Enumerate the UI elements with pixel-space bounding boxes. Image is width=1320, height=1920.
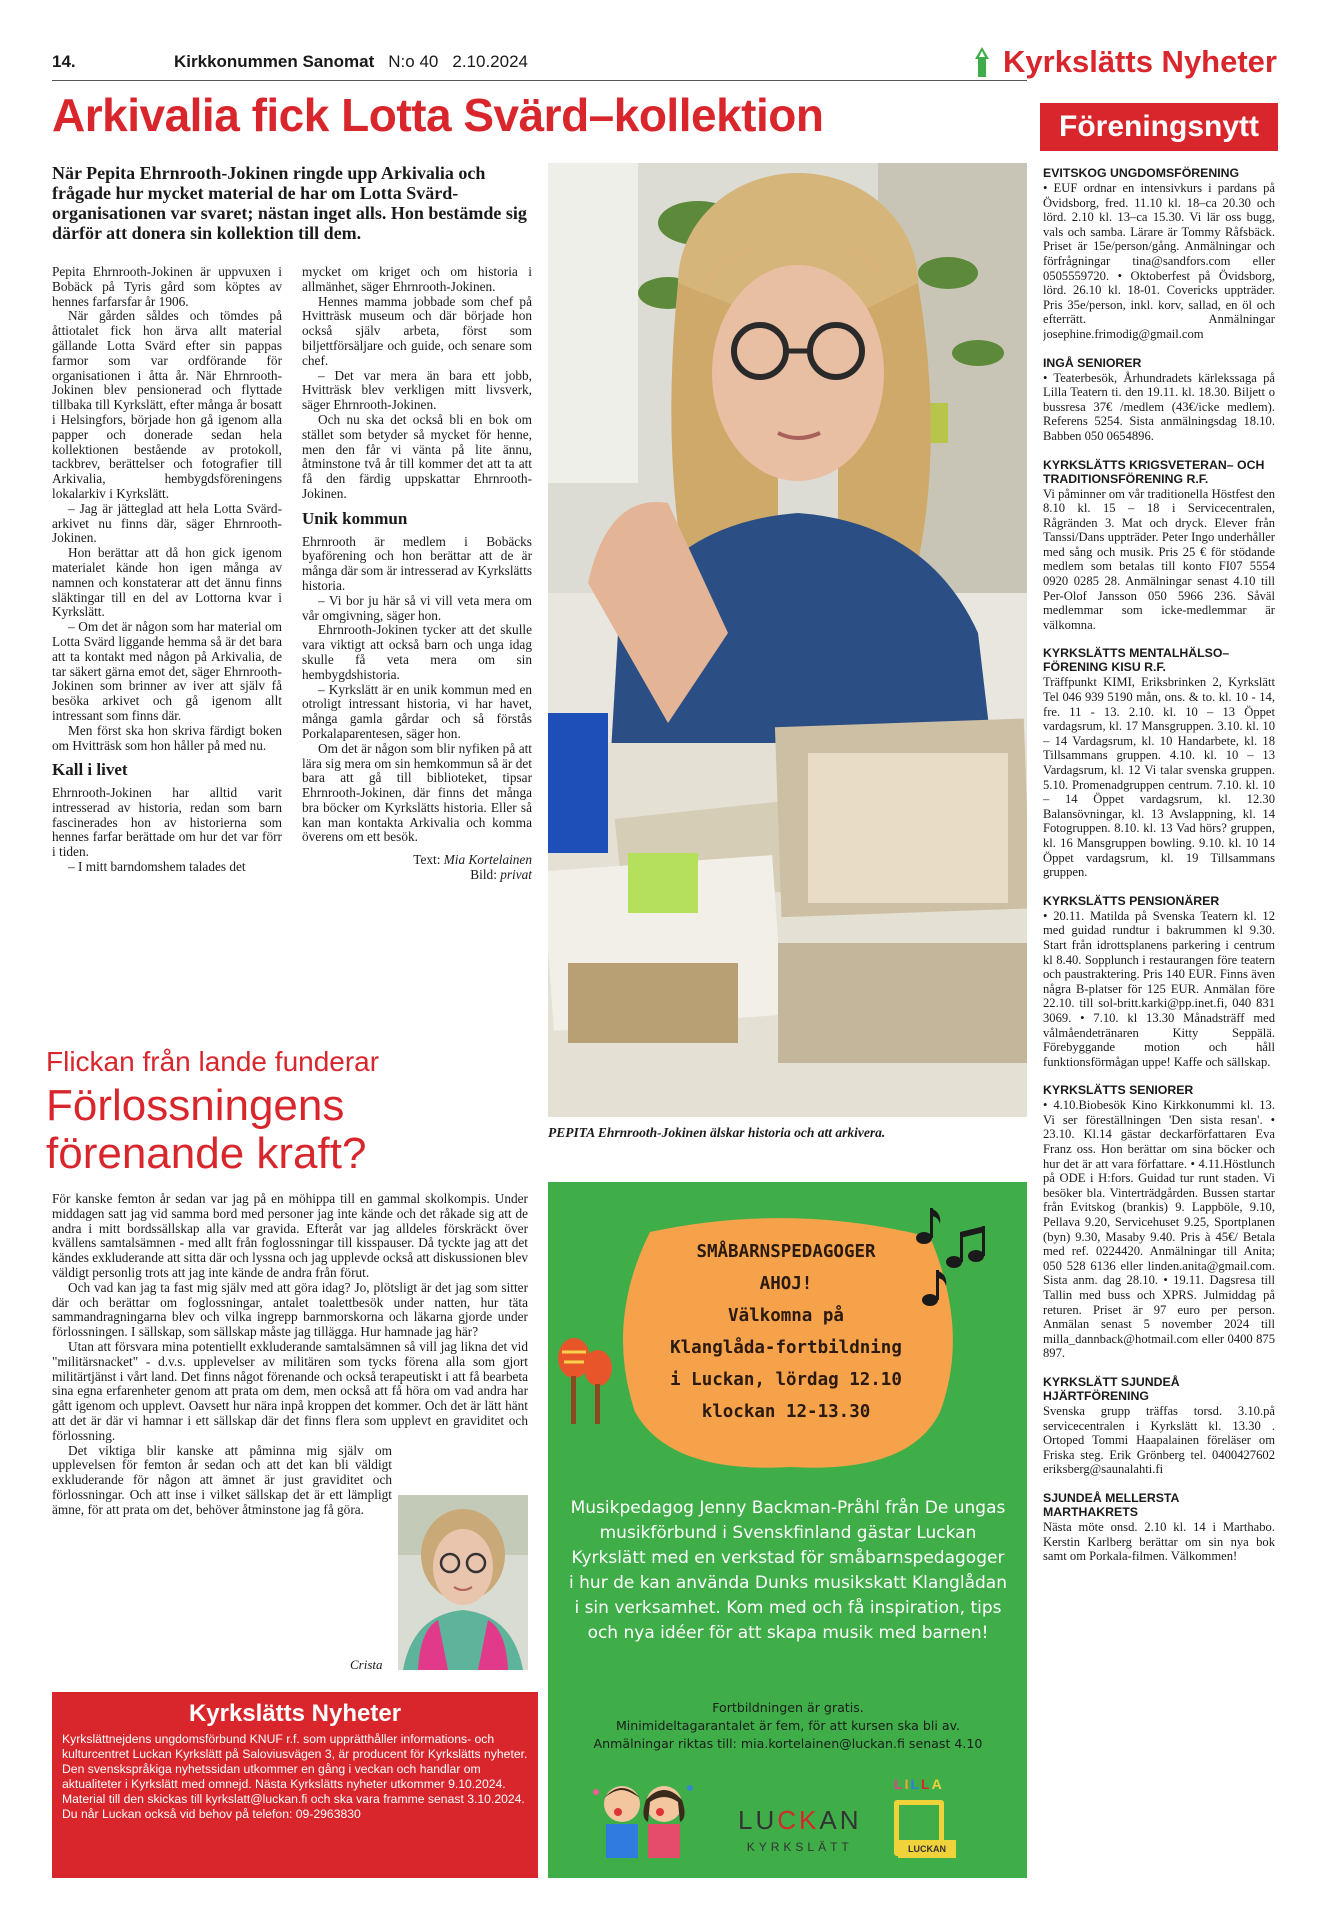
luckan-sub: KYRKSLÄTT [746, 1840, 853, 1854]
item-text: • Teaterbesök, Århundradets kärlekssaga på Lilla Teatern ti. den 19.11. kl. 18.30. Biljett o bussresa 37€ /medlem (43€/icke medlem). Referens 5254. Sista anmälningsdag 18.10. Babben 050 0654896. [1043, 370, 1275, 443]
credit-text: Mia Kortelainen [443, 852, 532, 868]
logo-part: LU [738, 1805, 778, 1835]
issue-number: N:o 40 [388, 52, 439, 71]
church-icon [969, 47, 995, 77]
foreningsnytt-item [1043, 1083, 1275, 1361]
article-paragraph: – Vi bor ju här så vi vill veta mera om vår omgivning, säger hon. [302, 592, 532, 623]
column-title: Förlossningens förenande kraft? [46, 1081, 367, 1178]
lilla-luckan-logo [888, 1770, 968, 1862]
credit-photo: privat [500, 867, 532, 883]
author-portrait [398, 1495, 528, 1670]
header-rule [52, 80, 1027, 81]
knuf-title: Kyrkslätts Nyheter [188, 1700, 402, 1727]
ad-logos [548, 1760, 1027, 1870]
ad-headline-line: SMÅBARNSPEDAGOGER [696, 1242, 876, 1262]
logo-part-accent: CK [777, 1805, 820, 1835]
paper-name: Kirkkonummen Sanomat [174, 52, 375, 71]
article-paragraph: Hennes mamma jobbade som chef på Hvitträsk museum och där började hon också själv arbeta, först som biljettförsäljare och guide, och senare som chef. [302, 293, 532, 368]
article-column-1 [52, 265, 282, 1025]
ad-note [568, 1699, 1008, 1753]
article-paragraph: Men först ska hon skriva färdigt boken om Hvitträsk som hon håller på med nu. [52, 722, 282, 753]
article-paragraph: Hon berättar att då hon gick igenom materialet kände hon igen många av namnen och konstaterar att det ännu finns släktingar till en del av Lottorna kvar i Kyrkslätt. [52, 545, 282, 620]
brand [969, 44, 1277, 80]
ad-headline-line: Välkomna på [728, 1306, 844, 1326]
article-paragraph: Och nu ska det också bli en bok om stället som betyder så mycket för henne, men den får vi vänta på lite ännu, åtminstone två år till kommer det att ta att få den färdig uppskattar Ehrnrooth-Jokinen. [302, 411, 532, 501]
photo-woman-at-table [548, 163, 1027, 1117]
lilla-luckan-label: LUCKAN [898, 1840, 956, 1858]
item-heading: KYRKSLÄTTS PENSIONÄRER [1043, 893, 1220, 908]
logo-letter: L [894, 1776, 905, 1792]
column-paragraph: Och vad kan jag ta fast mig själv med att göra idag? Jo, plötsligt är det jag som sitter där och berättar om foglossningar, antalet toalettbesök under natten, hur täta sammandragningarna blev och vilka ingrepp barnmorskorna och läkarna gjorde under förlossningen. I sällskap, som sällskap måste jag tillägga. Hur hamnade jag här? [52, 1279, 528, 1340]
item-heading: KYRKSLÄTTS KRIGSVETERAN– OCH TRADITIONSFÖRENING R.F. [1043, 457, 1265, 486]
article-paragraph: – Jag är jätteglad att hela Lotta Svärd-arkivet nu finns där, säger Ehrnrooth-Jokinen. [52, 500, 282, 546]
page-number: 14. [52, 52, 76, 71]
article-headline: Arkivalia fick Lotta Svärd–kollektion [52, 89, 824, 141]
foreningsnytt-item [1043, 166, 1275, 342]
ad-headline [626, 1236, 946, 1428]
article-paragraph: – Kyrkslätt är en unik kommun med en otroligt intressant historia, vi har havet, många gamla gårdar och så förstås Porkalaparentesen, säger hon. [302, 681, 532, 741]
article-paragraph: När gården såldes och tömdes på åttiotalet fick hon ärva allt material gällande Lotta Svärd efter sin pappas farmor som var ordförande för organisationen i åtta år. När Ehrnrooth-Jokinen blev pensionerad och flyttade tillbaka till Kyrkslätt, efter många år bosatt i Helsingfors, började hon gå igenom alla papper och donerade sedan hela kollektionen bestående av protokoll, tackbrev, berättelser och fotografier till Arkivalia, hembygdsföreningens lokalarkiv i Kyrkslätt. [52, 308, 282, 501]
item-heading: INGÅ SENIORER [1043, 355, 1142, 370]
credit-photo-label: Bild: [470, 867, 497, 883]
item-text: Nästa möte onsd. 2.10 kl. 14 i Marthabo. Kerstin Karlberg berättar om sin nya bok samt om Porkala-filmen. Välkommen! [1043, 1519, 1275, 1564]
knuf-info-box [52, 1692, 538, 1878]
article-photo [548, 163, 1027, 1117]
article-ingress: När Pepita Ehrnrooth-Jokinen ringde upp Arkivalia och frågade hur mycket material de har om Lotta Svärd-organisationen var svaret; nästan inget alls. Hon bestämde sig därför att donera sin kollektion till dem. [52, 163, 527, 243]
article-paragraph: mycket om kriget och om historia i allmänhet, säger Ehrnrooth-Jokinen. [302, 265, 532, 294]
ad-note-line: Anmälningar riktas till: mia.kortelainen@luckan.fi senast 4.10 [593, 1736, 983, 1751]
logo-part: AN [819, 1805, 862, 1835]
item-text: • 4.10.Biobesök Kino Kirkkonummi kl. 13. Vi ser föreställningen 'Den sista resan'. • 23.10. Kl.14 gästar deckarförfattaren Eva Franz oss. Hon berättar om sina böcker och hur det är att vara författare. • 4.11.Höstlunch på ODE i H:fors. Guidad tur runt staden. Vi besöker bla. Vinterträdgården. Bussen startar från Evitskog (brankis) 9. Lappböle, 9.10, Pellava 9.20, Servicehuset 9.25, Sportplanen (byn) 9.30, Masaby 9.40. Pris à 45€/ Betala med ref. 0224420. Anmälningar till Anita; 050 528 6136 eller linden.anita@gmail.com. Sista anm. dag 28.10. • 19.11. Dagsresa till Tallin med buss och XPRS. Julmiddag på returen. Priset är 97 euro per person. Anmälan senast 5 november 2024 till milla_dannback@hotmail.com eller 0400 875 897. [1043, 1098, 1275, 1361]
item-heading: EVITSKOG UNGDOMSFÖRENING [1043, 166, 1240, 180]
article-paragraph: – Om det är någon som har material om Lotta Svärd liggande hemma så är det bara att ta kontakt med någon på Arkivalia, de tar säkert gärna emot det, säger Ehrnrooth-Jokinen som brinner av iver att själv få besöka arkivet och gå igenom allt intressant som finns där. [52, 619, 282, 723]
foreningsnytt-item [1043, 356, 1275, 444]
article-column-2 [302, 265, 532, 1025]
item-text: • EUF ordnar en intensivkurs i pardans på Övidsborg, fred. 11.10 kl. 18–ca 20.30 och lörd. 2.10 kl. 13–ca 15.30. Vi lär oss bugg, vals och samba. Lärare är Tommy Råfsbäck. Priset är 15e/person/gång. Anmälningar och förfrågningar tina@sandfors.com eller 0505559720. • Oktoberfest på Övidsborg, lörd. 26.10 kl. 18-01. Covericks uppträder. Pris 35e/person, inkl. korv, sallad, en öl och efterrätt. Anmälningar josephine.frimodig@gmail.com [1043, 181, 1275, 341]
logo-letter: I [904, 1776, 911, 1792]
article-paragraph: Ehrnrooth-Jokinen har alltid varit intresserad av historia, redan som barn fascinerades hon av historierna som hennes farfar berättade om hur det var förr i tiden. [52, 785, 282, 860]
brand-name: Kyrkslätts Nyheter [1003, 44, 1277, 79]
foreningsnytt-list [1043, 166, 1275, 1880]
article-credits [302, 853, 532, 883]
issue-date: 2.10.2024 [452, 52, 528, 71]
photo-caption: PEPITA Ehrnrooth-Jokinen älskar historia och att arkivera. [548, 1125, 886, 1140]
item-heading: KYRKSLÄTT SJUNDEÅ HJÄRTFÖRENING [1043, 1374, 1180, 1403]
singing-children-icon [588, 1778, 698, 1860]
column-body [52, 1192, 528, 1518]
column-paragraph: Det viktiga blir kanske att påminna mig själv om upplevelsen för femton år sedan och att det kan bli väldigt exkluderande för någon att ämnet är just graviditet och förlossningar. Och att inse i vilket sällskap det är ett lämpligt ämne, för att prata om det, behöver åtminstone jag få göra. [52, 1442, 392, 1517]
ad-headline-line: klockan 12-13.30 [701, 1402, 871, 1422]
masthead [52, 44, 1277, 82]
item-text: Svenska grupp träffas torsd. 3.10.på servicecentralen i Kyrkslätt kl. 13.30 . Ortoped Tommi Haapalainen föreläser om Friska steg. Erik Grönberg tel. 0400427602 eriksberg@saunalahti.fi [1043, 1403, 1275, 1477]
column-kicker: Flickan från lande funderar [46, 1046, 380, 1077]
foreningsnytt-item [1043, 894, 1275, 1070]
item-heading: SJUNDEÅ MELLERSTA MARTHAKRETS [1043, 1490, 1179, 1519]
logo-letter: L [921, 1776, 932, 1792]
article-paragraph: Ehrnrooth är medlem i Bobäcks byaförening och hon berättar att de är många där som är intresserad av Kyrkslätts historia. [302, 533, 532, 593]
logo-letter: L [910, 1776, 922, 1792]
ad-note-line: Fortbildningen är gratis. [712, 1700, 864, 1715]
foreningsnytt-header: Föreningsnytt [1040, 103, 1278, 151]
logo-letter: A [931, 1776, 944, 1792]
ad-body-text: Musikpedagog Jenny Backman-Pråhl från De ungas musikförbund i Svenskfinland gästar Luckan Kyrkslätt med en verkstad för småbarnspedagoger i hur de kan använda Dunks musikskatt Klanglådan i sin verksamhet. Kom med och få inspiration, tips och nya idéer för att skapa musik med barnen! [569, 1498, 1007, 1643]
knuf-text: Kyrkslättnejdens ungdomsförbund KNUF r.f. som upprätthåller informations- och kulturcentret Luckan Kyrkslätt på Saloviusvägen 3, är producent för Kyrkslätts nyheter. Den svenskspråkiga nyhetssidan utkommer en gång i veckan och handlar om aktualiteter i Kyrkslätt med omnejd. Nästa Kyrkslätts nyheter utkommer 9.10.2024. Material till den skickas till kyrkslatt@luckan.fi och ska vara framme senast 3.10.2024. Du når Luckan också vid behov på telefon: 09-2963830 [62, 1732, 528, 1821]
credit-text-label: Text: [413, 852, 441, 868]
column-header [46, 1046, 536, 1178]
foreningsnytt-item [1043, 1375, 1275, 1477]
article-paragraph: – I mitt barndomshem talades det [68, 859, 246, 875]
item-text: • 20.11. Matilda på Svenska Teatern kl. 12 med guidad rundtur i bakrummen kl 9.30. Start från idrottsplanens parkering i centrum kl 8.40. Sopplunch i restaurangen före teatern och paustraktering. Pris 140 EUR. Finns även några B-platser för 125 EUR. Anmälan före 22.10. till sol-britt.karki@pp.inet.fi, 040 831 3069. • 7.10. kl 13.30 Månadsträff med vålmåendetränaren Kitty Seppälä. Förebyggande motion och håll funktionsförmågan uppe! Kaffe och sällskap. [1043, 908, 1275, 1069]
ad-note-line: Minimideltagarantalet är fem, för att kursen ska bli av. [615, 1718, 961, 1733]
foreningsnytt-item [1043, 1491, 1275, 1564]
article-paragraph: – Det var mera än bara ett jobb, Hvitträsk blev verkligen mitt livsverk, säger Ehrnrooth-Jokinen. [302, 367, 532, 413]
article-paragraph: Ehrnrooth-Jokinen tycker att det skulle vara viktigt att också barn och unga idag skulle få veta mera om sin hembygdshistoria. [302, 622, 532, 682]
foreningsnytt-item [1043, 646, 1275, 879]
item-text: Träffpunkt KIMI, Eriksbrinken 2, Kyrkslätt Tel 046 939 5190 mån, ons. & to. kl. 10 - 14, fre. 11 - 13. 2.10. kl. 10 – 13 Öppet vardagsrum, kl. 17 Mansgruppen. 3.10. kl. 10 – 14 Vardagsrum, kl. 10 Handarbete, kl. 18 Tillsammans gruppen. 4.10. kl. 10 – 13 Vardagsrum, kl. 12 Vi talar svenska gruppen. 5.10. Promenadgruppen centrum. 7.10. kl. 10 – 14 Öppet vardagsrum, kl. 12.30 Balansövningar, kl. 13 Avslappning, kl. 14 Fotogruppen. 8.10. kl. 13 Vad hörs? gruppen, kl. 16 Mansgruppen bowling. 9.10. kl. 10 14 Öppet vardagsrum, kl. 19 Tillsammans gruppen. [1043, 675, 1275, 880]
ad-headline-line: AHOJ! [759, 1274, 813, 1294]
item-heading: KYRKSLÄTTS MENTALHÄLSO– FÖRENING KISU R.F. [1043, 646, 1230, 675]
column-signature: Crista [350, 1657, 383, 1672]
klanglada-ad [548, 1182, 1027, 1878]
foreningsnytt-item [1043, 458, 1275, 633]
maracas-icon [552, 1332, 618, 1432]
item-text: Vi påminner om vår traditionella Höstfest den 8.10 kl. 15 – 18 i Servicecentralen, Rågränden 3. Mat och dryck. Elever från Tanssi/Dans uppträder. Peter Ingo underhåller med sång och musik. Pris 25 € för stödande medlem som betalas till konto FI07 5554 0920 0285 28. Anmälningar senast 4.10 till Per-Olof Jansson 050 5966 236. Såväl medlemmar som icke-medlemmar är välkomna. [1043, 486, 1275, 632]
article-paragraph: Om det är någon som blir nyfiken på att lära sig mera om sin hemkommun så är det bara att gå till biblioteket, tipsar Ehrnrooth-Jokinen, där finns det många bra böcker om Kyrkslätts historia. Eller så kan man kontakta Arkivalia och komma överens om ett besök. [302, 740, 532, 845]
ad-headline-line: i Luckan, lördag 12.10 [670, 1370, 902, 1390]
article-paragraph: Pepita Ehrnrooth-Jokinen är uppvuxen i Bobäck på Tyris gård som köptes av hennes farfarsfar år 1906. [52, 265, 282, 309]
subheading: Kall i livet [52, 760, 128, 780]
luckan-logo [738, 1805, 862, 1854]
item-heading: KYRKSLÄTTS SENIORER [1043, 1083, 1194, 1098]
column-paragraph: Utan att försvara mina potentiellt exkluderande samtalsämnen så vill jag likna det vid "militärsnacket" - d.v.s. upplevelser av militären som tycks förena alla som gjort militärtjänst i vårt land. Det finns något förenande och också terapeutiskt i att få bearbeta sina egna erfarenheter genom att prata om dem, men också att få höra om vad andra har gått igenom och upplevt. Oavsett hur nära inpå kroppen det kommer. Och det är lätt hänt att det är där vi hamnar i ett sällskap där det finns flera som upplevt en graviditet och förlossning. [52, 1338, 528, 1443]
ad-headline-line: Klanglåda-fortbildning [670, 1338, 902, 1358]
column-paragraph: För kanske femton år sedan var jag på en möhippa till en gammal skolkompis. Under middagen satt jag vid samma bord med personer jag inte kände och det råkade sig att de andra i mitt bordssällskap alla var gravida. Efteråt var jag alldeles förskräckt över kvällens samtalsämnen - med allt från foglossningar till kisspauser. Då tyckte jag att det kändes exkluderande att sitta där och lyssna och jag upplevde också att diskussionen blev väldigt personlig trots att jag inte kände de andra från förut. [52, 1191, 528, 1280]
subheading: Unik kommun [302, 508, 408, 528]
